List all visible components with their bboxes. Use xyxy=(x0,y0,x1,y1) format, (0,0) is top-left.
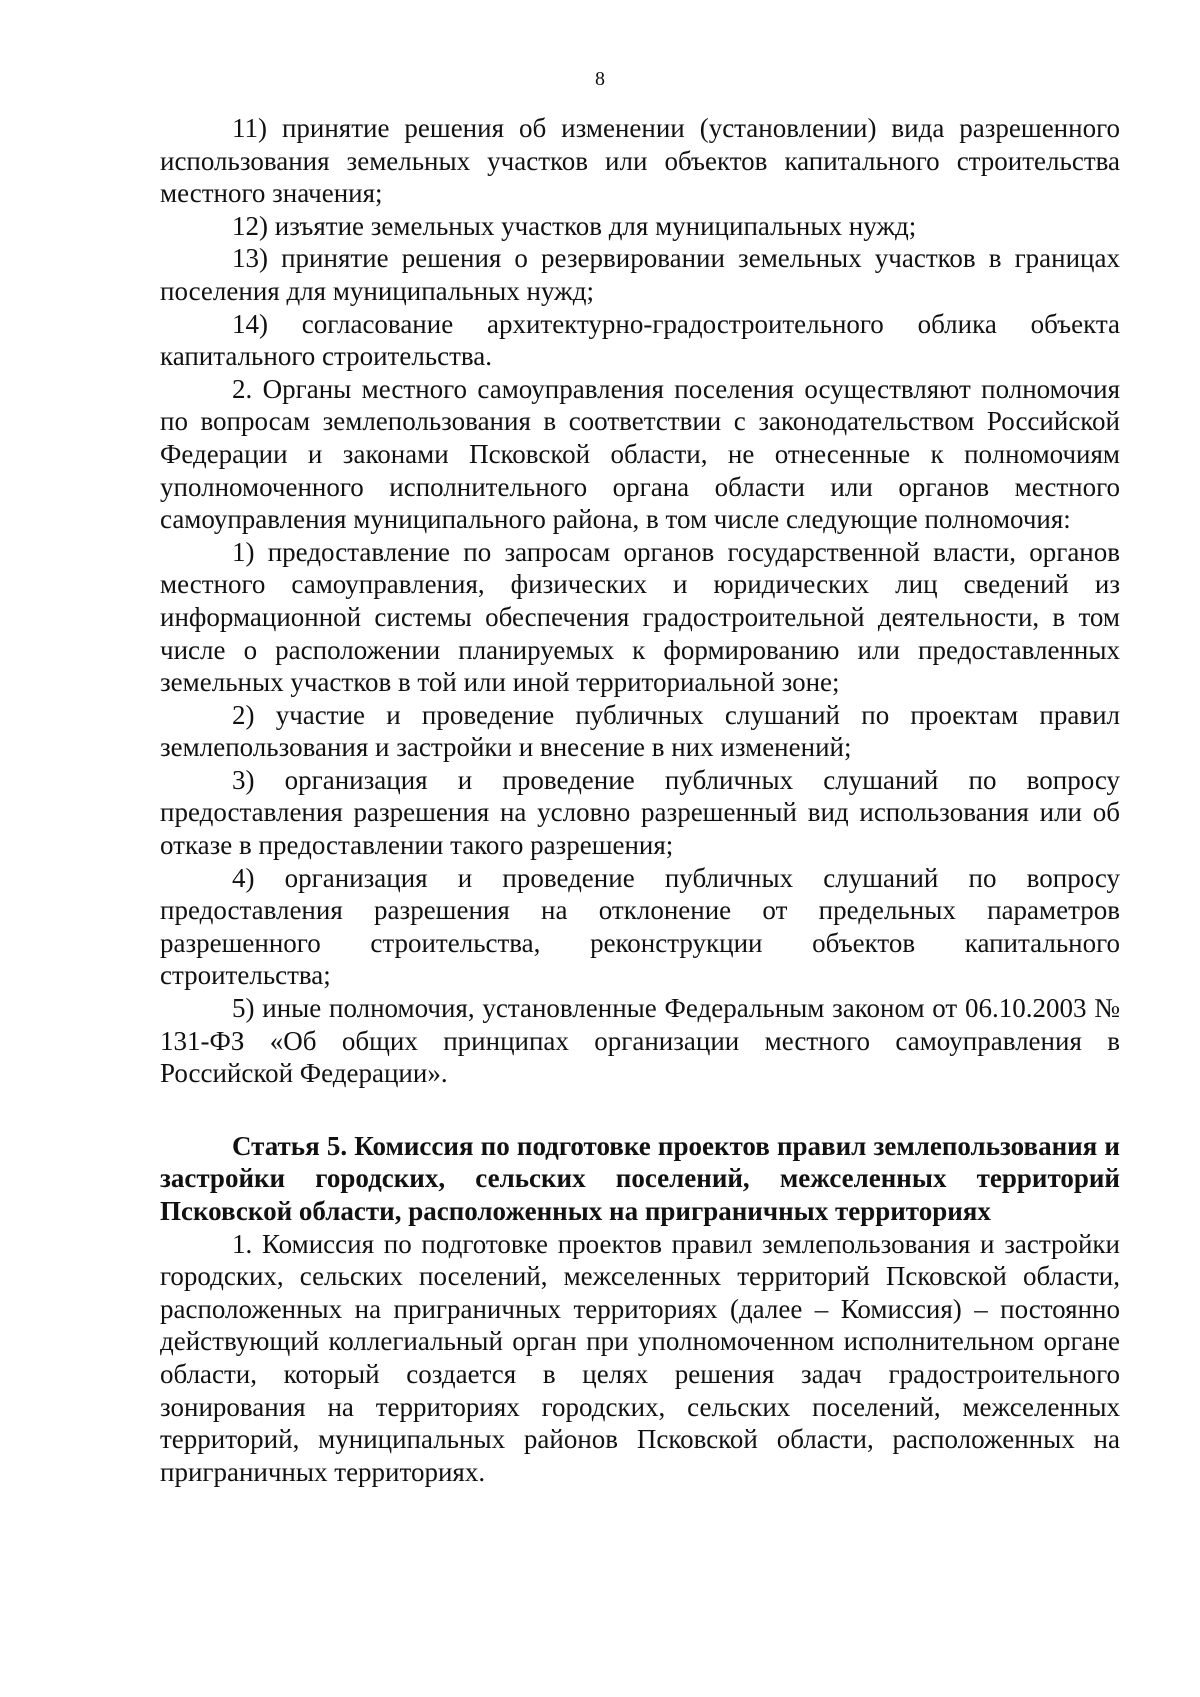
paragraph-subitem-5: 5) иные полномочия, установленные Федеральным законом от 06.10.2003 № 131-ФЗ «Об общих принципах организации местного самоуправления в Российской Федерации». xyxy=(160,993,1120,1089)
paragraph-item-13: 13) принятие решения о резервировании земельных участков в границах поселения для муниципальных нужд; xyxy=(160,243,1120,306)
paragraph-subitem-3: 3) организация и проведение публичных слушаний по вопросу предоставления разрешения на условно разрешенный вид использования или об отказе в предоставлении такого разрешения; xyxy=(160,764,1120,861)
paragraph-item-14: 14) согласование архитектурно-градостроительного облика объекта капитального строительства. xyxy=(160,308,1120,372)
page-number: 8 xyxy=(595,68,605,90)
paragraph-item-11: 11) принятие решения об изменении (установлении) вида разрешенного использования земельных участков или объектов капитального строительства местного значения; xyxy=(160,113,1120,209)
paragraph-subitem-4: 4) организация и проведение публичных слушаний по вопросу предоставления разрешения на отклонение от предельных параметров разрешенного строительства, реконструкции объектов капитального строительства; xyxy=(160,862,1120,991)
paragraph-subitem-2: 2) участие и проведение публичных слушаний по проектам правил землепользования и застройки и внесение в них изменений; xyxy=(160,699,1120,763)
paragraph-item-12: 12) изъятие земельных участков для муниципальных нужд; xyxy=(232,210,917,241)
document-body xyxy=(160,112,1120,1488)
article-heading: Статья 5. Комиссия по подготовке проектов правил землепользования и застройки городских, сельских поселений, межселенных территорий Псковской области, расположенных на приграничных территориях xyxy=(160,1130,1120,1226)
paragraph-article-5-item-1: 1. Комиссия по подготовке проектов правил землепользования и застройки городских, сельских поселений, межселенных территорий Псковской области, расположенных на приграничных территориях (далее – Комиссия) – постоянно действующий коллегиальный орган при уполномоченном исполнительном органе области, который создается в целях решения задач градостроительного зонирования на территориях городских, сельских поселений, межселенных территорий, муниципальных районов Псковской области, расположенных на приграничных территориях. xyxy=(160,1228,1120,1487)
paragraph-subitem-1: 1) предоставление по запросам органов государственной власти, органов местного самоуправления, физических и юридических лиц сведений из информационной системы обеспечения градостроительной деятельности, в том числе о расположении планируемых к формированию или предоставленных земельных участков в той или иной территориальной зоне; xyxy=(160,536,1120,698)
paragraph-section-2: 2. Органы местного самоуправления поселения осуществляют полномочия по вопросам землепользования в соответствии с законодательством Российской Федерации и законами Псковской области, не отнесенные к полномочиям уполномоченного исполнительного органа области или органов местного самоуправления муниципального района, в том числе следующие полномочия: xyxy=(160,373,1120,535)
section-spacer xyxy=(160,1090,1120,1130)
